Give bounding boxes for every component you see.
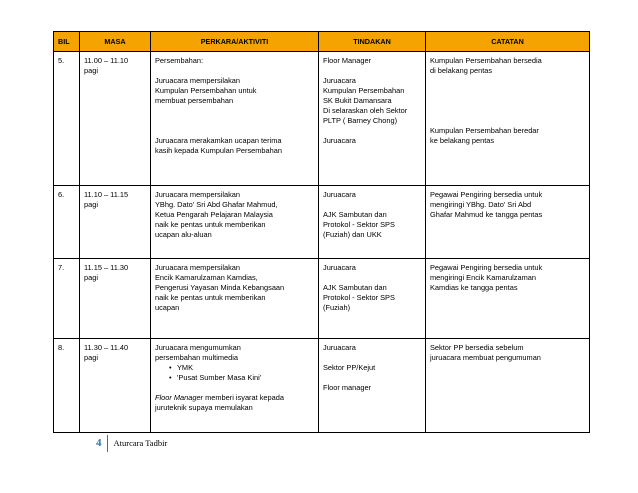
list-item: • YMK	[177, 363, 314, 373]
table-row	[54, 52, 590, 186]
list-item: • 'Pusat Sumber Masa Kini'	[177, 373, 314, 383]
cell-tindakan: Juruacara AJK Sambutan dan Protokol - Sektor SPS (Fuziah) dan UKK	[319, 186, 426, 259]
cell-bil: 7.	[54, 259, 80, 339]
header-perkara: PERKARA/AKTIVITI	[151, 32, 319, 52]
header-catatan: CATATAN	[426, 32, 590, 52]
floor-manager-label: Floor Manager	[155, 393, 204, 402]
header-bil: BIL	[54, 32, 80, 52]
page-number: 4	[96, 437, 102, 449]
cell-catatan: Pegawai Pengiring bersedia untuk mengiringi Encik Kamarulzaman Kamdias ke tangga pentas	[426, 259, 590, 339]
page-footer	[96, 434, 167, 452]
schedule-table	[53, 31, 590, 433]
cell-bil: 8.	[54, 339, 80, 433]
header-tindakan: TINDAKAN	[319, 32, 426, 52]
cell-perkara: Juruacara mempersilakan Encik Kamarulzaman Kamdias, Pengerusi Yayasan Minda Kebangsaan naik ke pentas untuk memberikan ucapan	[151, 259, 319, 339]
cell-bil: 6.	[54, 186, 80, 259]
multimedia-list	[155, 363, 314, 383]
header-row	[54, 32, 590, 52]
cell-perkara: Juruacara mempersilakan YBhg. Dato' Sri Abd Ghafar Mahmud, Ketua Pengarah Pelajaran Malaysia naik ke pentas untuk memberikan ucapan alu-aluan	[151, 186, 319, 259]
cell-tindakan: Floor Manager Juruacara Kumpulan Persembahan SK Bukit Damansara Di selaraskan oleh Sektor PLTP ( Barney Chong) Juruacara	[319, 52, 426, 186]
cell-catatan: Sektor PP bersedia sebelum juruacara membuat pengumuman	[426, 339, 590, 433]
cell-masa: 11.10 – 11.15 pagi	[80, 186, 151, 259]
cell-perkara: Persembahan: Juruacara mempersilakan Kumpulan Persembahan untuk membuat persembahan Juruacara merakamkan ucapan terima kasih kepada Kumpulan Persembahan	[151, 52, 319, 186]
cell-masa: 11.15 – 11.30 pagi	[80, 259, 151, 339]
cell-catatan: Pegawai Pengiring bersedia untuk mengiringi YBhg. Dato' Sri Abd Ghafar Mahmud ke tangga pentas	[426, 186, 590, 259]
header-masa: MASA	[80, 32, 151, 52]
cell-masa: 11.30 – 11.40 pagi	[80, 339, 151, 433]
footer-title: Aturcara Tadbir	[113, 438, 168, 448]
cell-tindakan: Juruacara Sektor PP/Kejut Floor manager	[319, 339, 426, 433]
cell-bil: 5.	[54, 52, 80, 186]
cell-perkara: Juruacara mengumumkan persembahan multimedia • YMK • 'Pusat Sumber Masa Kini' Floor Manager memberi isyarat kepada juruteknik supaya memulakan	[151, 339, 319, 433]
cell-tindakan: Juruacara AJK Sambutan dan Protokol - Sektor SPS (Fuziah)	[319, 259, 426, 339]
cell-catatan: Kumpulan Persembahan bersedia di belakang pentas Kumpulan Persembahan beredar ke belakang pentas	[426, 52, 590, 186]
cell-masa: 11.00 – 11.10 pagi	[80, 52, 151, 186]
footer-divider	[107, 435, 108, 452]
table-row	[54, 259, 590, 339]
table-row	[54, 186, 590, 259]
table-row	[54, 339, 590, 433]
